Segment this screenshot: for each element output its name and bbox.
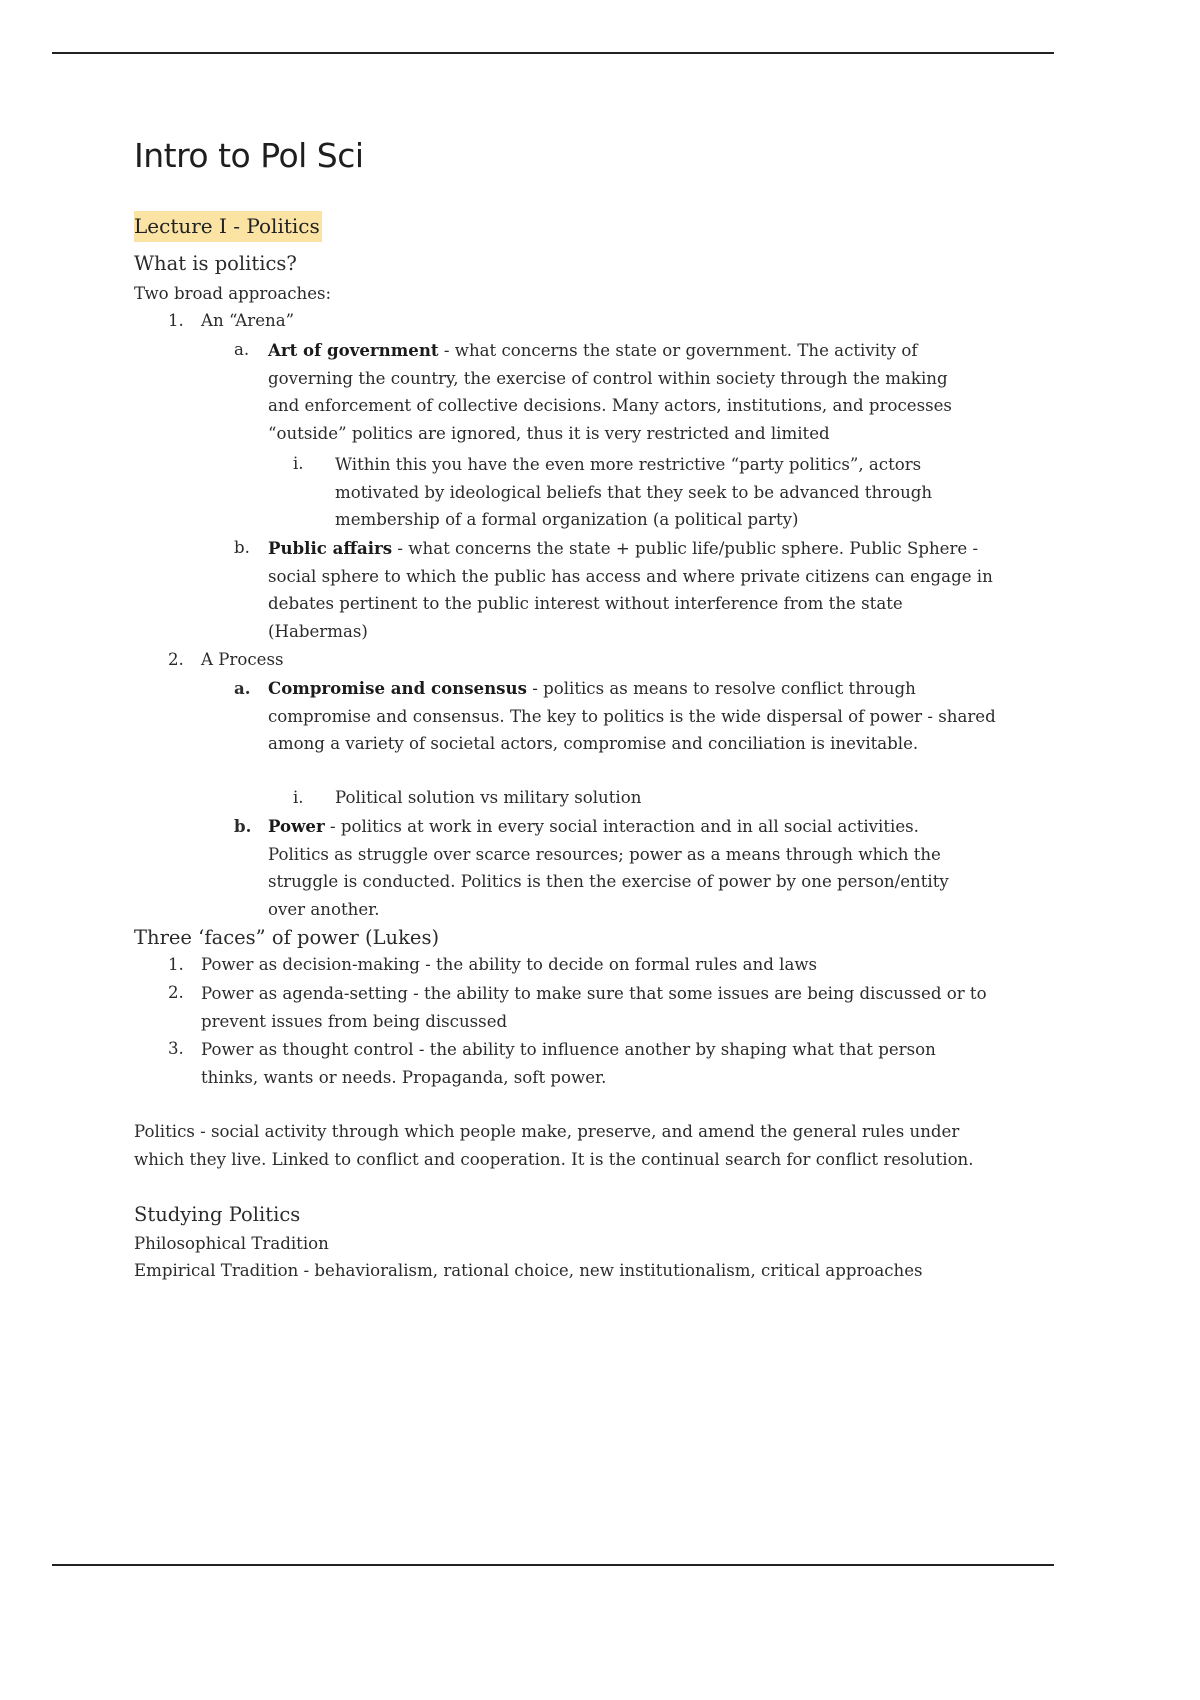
art-of-government-term: Art of government [268, 340, 439, 360]
process-label: A Process [201, 650, 284, 669]
faces-marker-1: 1. [168, 955, 184, 974]
politics-definition: Politics - social activity through which people make, preserve, and amend the general rules under which they live. Linked to conflict and cooperation. It is the continual search for conflict resolution. [134, 1122, 974, 1169]
political-solution-item: Political solution vs military solution [335, 788, 642, 807]
empirical-tradition: Empirical Tradition - behavioralism, rational choice, new institutionalism, critical approaches [134, 1261, 923, 1280]
face-thought-control: Power as thought control - the ability to influence another by shaping what that person thinks, wants or needs. Propaganda, soft power. [201, 1040, 936, 1087]
public-affairs-text: - what concerns the state + public life/public sphere. Public Sphere - social sphere to which the public has access and where private citizens can engage in debates pertinent to the public interest without interference from the state (Habermas) [268, 539, 993, 642]
approaches-intro: Two broad approaches: [134, 284, 332, 303]
page-title: Intro to Pol Sci [134, 136, 364, 175]
list-marker-2: 2. [168, 650, 184, 669]
list-marker-1: 1. [168, 311, 184, 330]
public-affairs-term: Public affairs [268, 538, 393, 558]
art-of-government-text: - what concerns the state or government. The activity of governing the country, the exercise of control within society through the making and enforcement of collective decisions. Many actors, institutions, and processes “outside” politics are ignored, thus it is very restricted and limited [268, 341, 952, 444]
header-rule [52, 52, 1054, 54]
list-marker-1a: a. [234, 340, 250, 359]
studying-politics-heading: Studying Politics [134, 1203, 301, 1226]
power-item [268, 813, 980, 924]
faces-marker-3: 3. [168, 1039, 184, 1058]
power-term: Power [268, 816, 325, 836]
lecture-heading [134, 211, 322, 242]
list-marker-2a: a. [234, 678, 251, 698]
arena-label: An “Arena” [201, 311, 295, 330]
face-agenda-setting: Power as agenda-setting - the ability to make sure that some issues are being discussed or to prevent issues from being discussed [201, 984, 987, 1031]
philosophical-tradition: Philosophical Tradition [134, 1234, 329, 1253]
lecture-heading-highlight: Lecture I - Politics [134, 211, 322, 242]
compromise-consensus-text: - politics as means to resolve conflict through compromise and consensus. The key to politics is the wide dispersal of power - shared among a variety of societal actors, compromise and conciliation is inevitable. [268, 679, 996, 754]
power-text: - politics at work in every social interaction and in all social activities. Politics as struggle over scarce resources; power as a means through which the struggle is conducted. Politics is then the exercise of power by one person/entity over another. [268, 817, 949, 920]
compromise-consensus-term: Compromise and consensus [268, 678, 527, 698]
public-affairs-item [268, 535, 996, 646]
list-marker-2ai: i. [293, 788, 304, 807]
what-is-politics-heading: What is politics? [134, 252, 297, 275]
list-marker-2b: b. [234, 816, 252, 836]
faces-marker-2: 2. [168, 983, 184, 1002]
footer-rule [52, 1564, 1054, 1566]
list-marker-1ai: i. [293, 454, 304, 473]
art-of-government-item [268, 337, 980, 448]
party-politics-item: Within this you have the even more restrictive “party politics”, actors motivated by ideological beliefs that they seek to be advanced through membership of a formal organization (a political party) [335, 455, 933, 530]
compromise-consensus-item [268, 675, 1008, 758]
face-decision-making: Power as decision-making - the ability to decide on formal rules and laws [201, 955, 818, 974]
list-marker-1b: b. [234, 538, 250, 557]
three-faces-heading: Three ‘faces” of power (Lukes) [134, 926, 440, 949]
